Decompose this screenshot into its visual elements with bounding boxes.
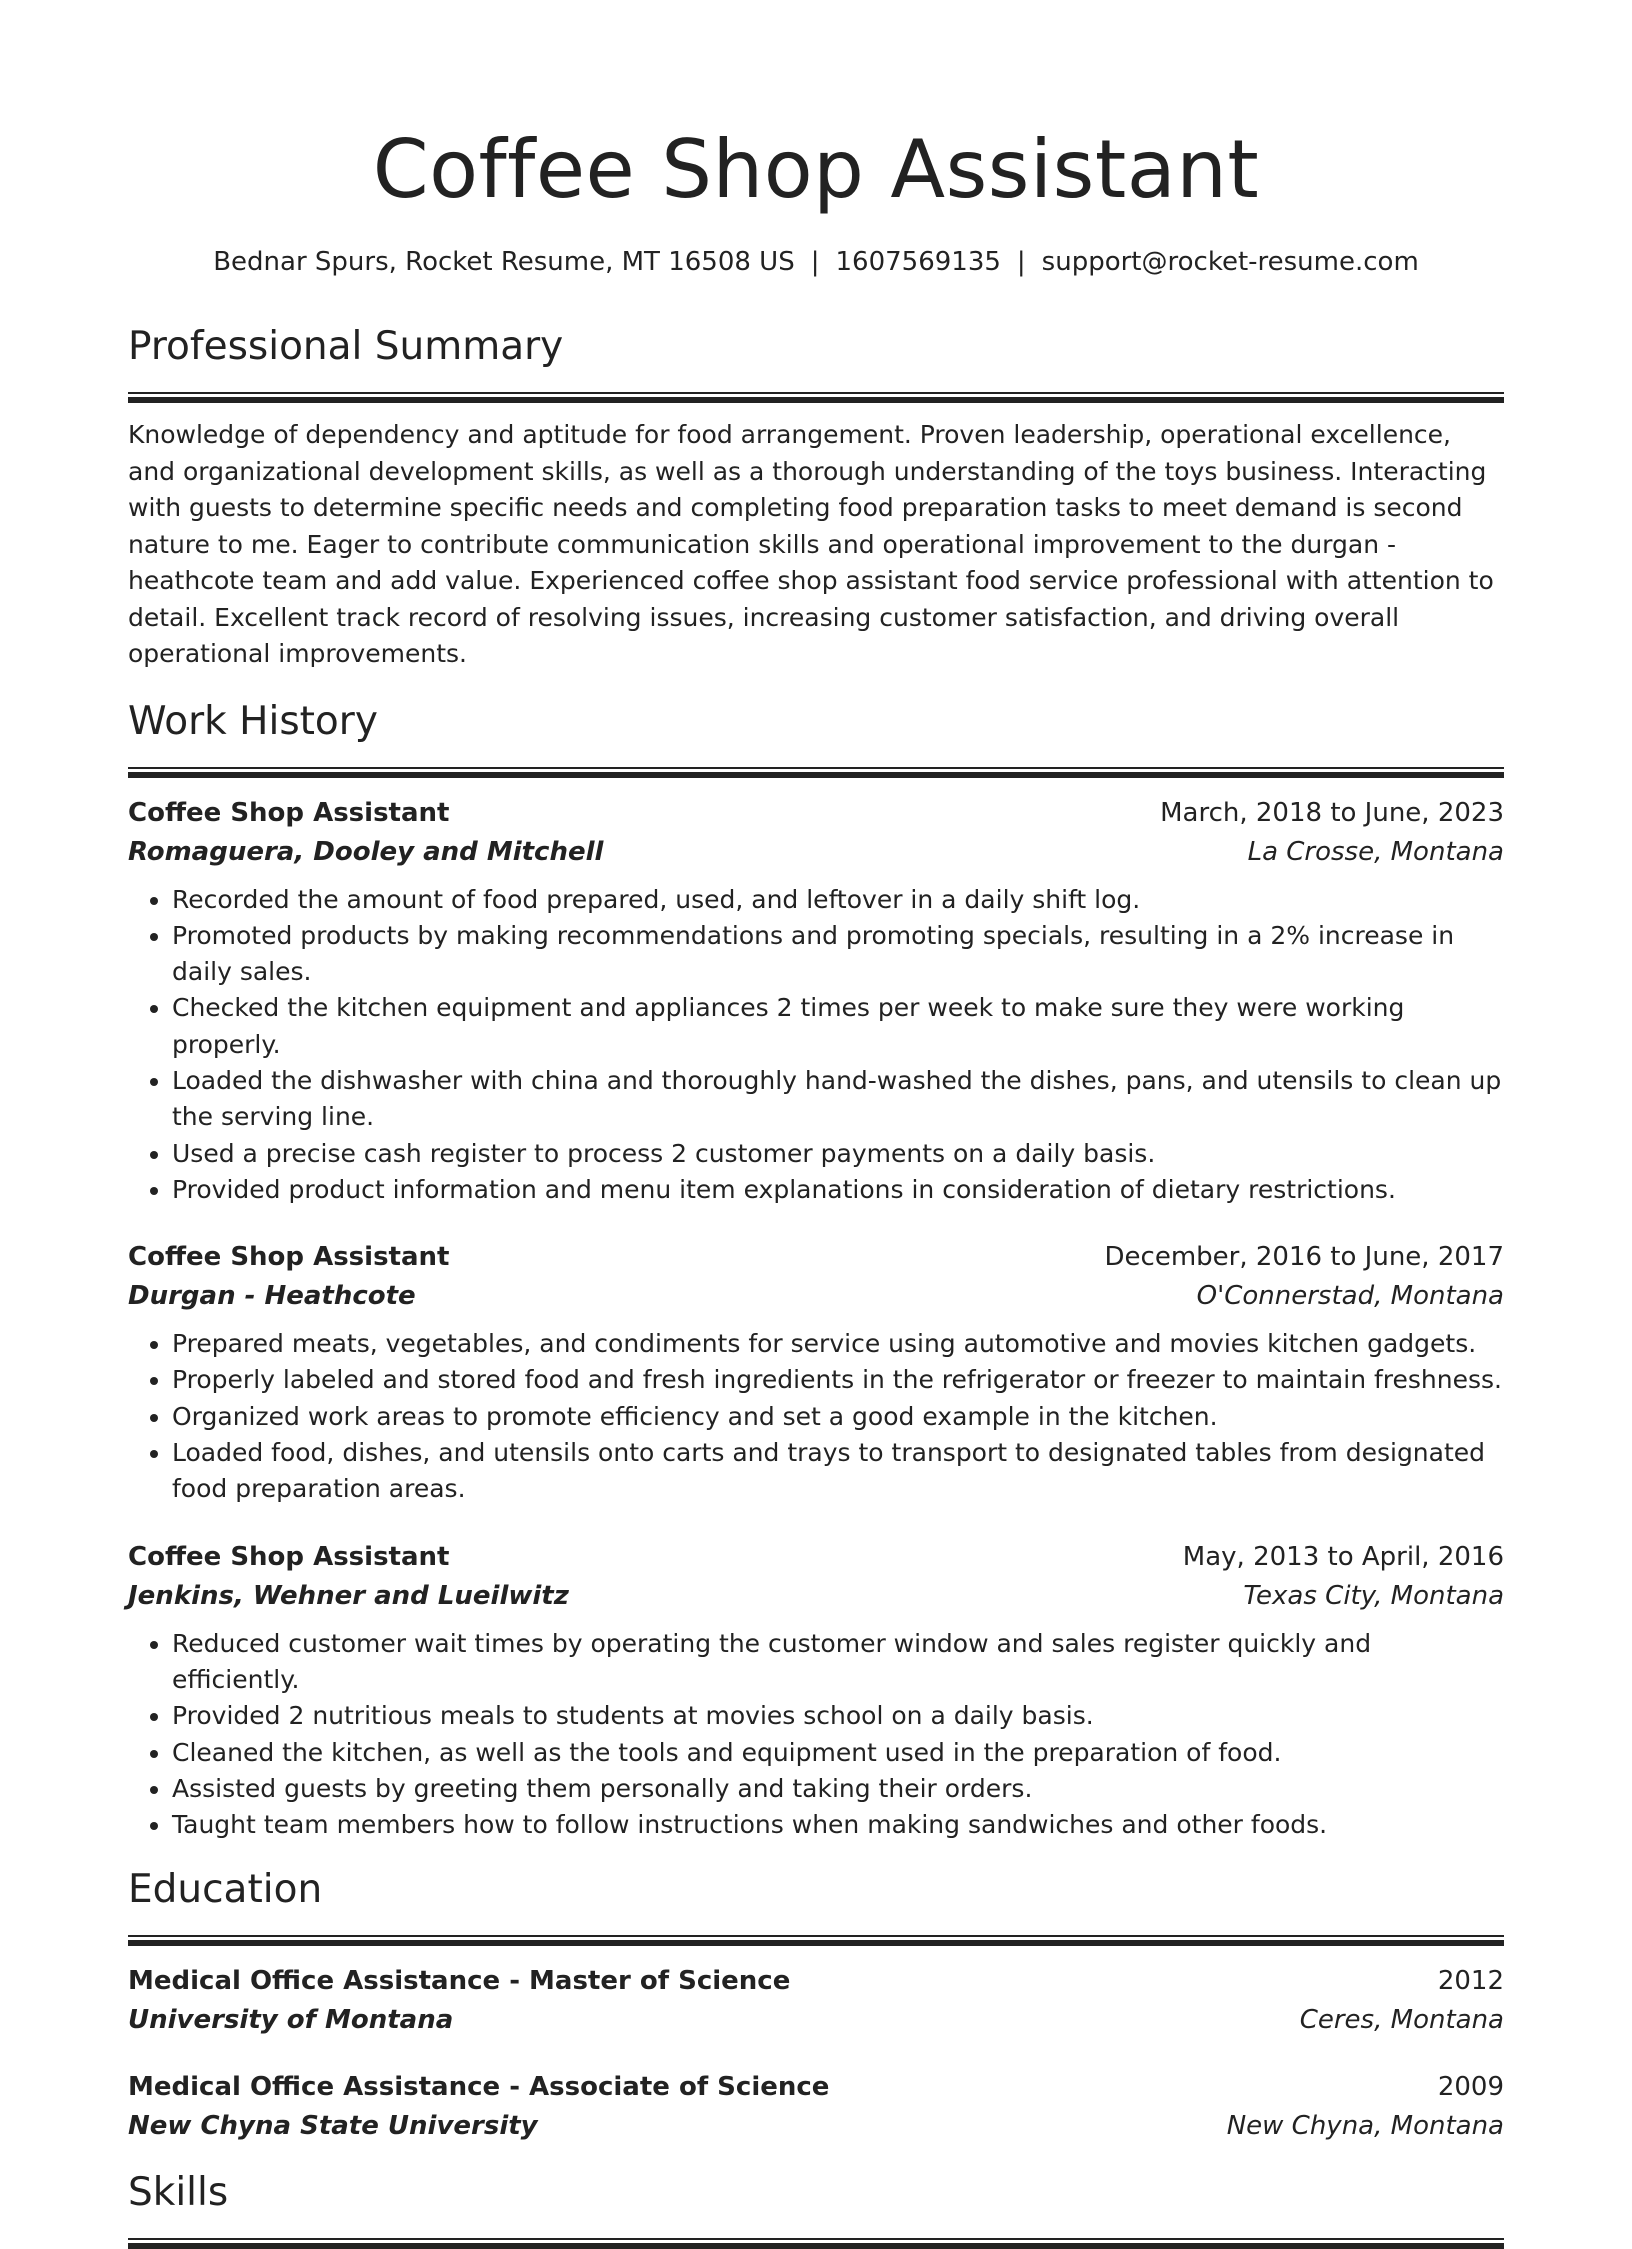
- job-entry: [128, 1238, 1504, 1507]
- job-bullet: • Loaded the dishwasher with china and thoroughly hand-washed the dishes, pans, and utensils to clean up the serving line.: [172, 1063, 1504, 1136]
- job-company: Jenkins, Wehner and Lueilwitz: [128, 1580, 569, 1611]
- job-bullet: • Promoted products by making recommendations and promoting specials, resulting in a 2% increase in daily sales.: [172, 918, 1504, 991]
- job-dates: March, 2018 to June, 2023: [1160, 797, 1504, 828]
- section-title-summary: Professional Summary: [128, 324, 564, 369]
- summary-text: Knowledge of dependency and aptitude for food arrangement. Proven leadership, operational excellence, and organizational development skills, as well as a thorough understanding of the toys business. Interacting with guests to determine specific needs and completing food preparation tasks to meet demand is second nature to me. Eager to contribute communication skills and operational improvement to the durgan - heathcote team and add value. Experienced coffee shop assistant food service professional with attention to detail. Excellent track record of resolving issues, increasing customer satisfaction, and driving overall operational improvements.: [128, 420, 1494, 668]
- job-bullet: • Taught team members how to follow instructions when making sandwiches and other foods.: [172, 1807, 1504, 1843]
- job-bullet: • Recorded the amount of food prepared, used, and leftover in a daily shift log.: [172, 882, 1504, 918]
- education-school: University of Montana: [128, 2005, 454, 2036]
- contact-separator: |: [1016, 247, 1026, 277]
- job-dates: May, 2013 to April, 2016: [1182, 1541, 1504, 1572]
- job-bullet: • Reduced customer wait times by operating the customer window and sales register quickly and efficiently.: [172, 1626, 1504, 1699]
- education-entry: [128, 1962, 1504, 2040]
- education-entry: [128, 2068, 1504, 2146]
- section-divider: [128, 2238, 1504, 2249]
- job-bullet: • Provided 2 nutritious meals to students at movies school on a daily basis.: [172, 1698, 1504, 1734]
- education-degree: Medical Office Assistance - Master of Science: [128, 1966, 791, 1997]
- section-divider: [128, 392, 1504, 403]
- job-bullet: • Checked the kitchen equipment and appliances 2 times per week to make sure they were working properly.: [172, 990, 1504, 1063]
- contact-line: [128, 244, 1504, 280]
- resume-name: Coffee Shop Assistant: [372, 123, 1260, 216]
- job-bullet: • Prepared meats, vegetables, and condiments for service using automotive and movies kitchen gadgets.: [172, 1326, 1504, 1362]
- job-company: Durgan - Heathcote: [128, 1281, 416, 1312]
- section-divider: [128, 1935, 1504, 1946]
- job-bullet: • Organized work areas to promote efficiency and set a good example in the kitchen.: [172, 1399, 1504, 1435]
- section-work-history: [128, 697, 1504, 1844]
- job-location: La Crosse, Montana: [1247, 836, 1504, 867]
- job-bullet: • Used a precise cash register to process 2 customer payments on a daily basis.: [172, 1136, 1504, 1172]
- education-location: Ceres, Montana: [1299, 2005, 1504, 2036]
- job-bullet: • Provided product information and menu item explanations in consideration of dietary restrictions.: [172, 1172, 1504, 1208]
- section-divider: [128, 767, 1504, 778]
- job-bullets: [128, 1626, 1504, 1844]
- section-education: [128, 1865, 1504, 2146]
- education-year: 2012: [1437, 1966, 1504, 1997]
- job-bullet: • Properly labeled and stored food and fresh ingredients in the refrigerator or freezer to maintain freshness.: [172, 1362, 1504, 1398]
- job-dates: December, 2016 to June, 2017: [1104, 1242, 1504, 1273]
- job-bullet: • Assisted guests by greeting them personally and taking their orders.: [172, 1771, 1504, 1807]
- job-company: Romaguera, Dooley and Mitchell: [128, 836, 604, 867]
- contact-email: support@rocket-resume.com: [1041, 247, 1419, 277]
- contact-separator: |: [810, 247, 820, 277]
- section-title-education: Education: [128, 1867, 323, 1913]
- job-title: Coffee Shop Assistant: [128, 1541, 450, 1572]
- section-title-work: Work History: [128, 698, 378, 744]
- section-skills: [128, 2168, 1504, 2249]
- contact-phone: 1607569135: [835, 247, 1001, 277]
- job-bullets: [128, 1326, 1504, 1507]
- job-location: O'Connerstad, Montana: [1196, 1281, 1504, 1312]
- job-entry: [128, 794, 1504, 1209]
- section-title-skills: Skills: [128, 2170, 229, 2216]
- section-summary: [128, 322, 1504, 673]
- job-entry: [128, 1538, 1504, 1844]
- job-title: Coffee Shop Assistant: [128, 1242, 450, 1273]
- job-bullet: • Cleaned the kitchen, as well as the tools and equipment used in the preparation of food.: [172, 1735, 1504, 1771]
- education-degree: Medical Office Assistance - Associate of Science: [128, 2072, 830, 2103]
- job-bullets: [128, 882, 1504, 1209]
- job-location: Texas City, Montana: [1243, 1580, 1504, 1611]
- job-bullet: • Loaded food, dishes, and utensils onto carts and trays to transport to designated tables from designated food preparation areas.: [172, 1435, 1504, 1508]
- education-year: 2009: [1437, 2072, 1504, 2103]
- job-title: Coffee Shop Assistant: [128, 797, 450, 828]
- education-school: New Chyna State University: [128, 2111, 538, 2142]
- education-location: New Chyna, Montana: [1226, 2111, 1504, 2142]
- contact-address: Bednar Spurs, Rocket Resume, MT 16508 US: [213, 247, 795, 277]
